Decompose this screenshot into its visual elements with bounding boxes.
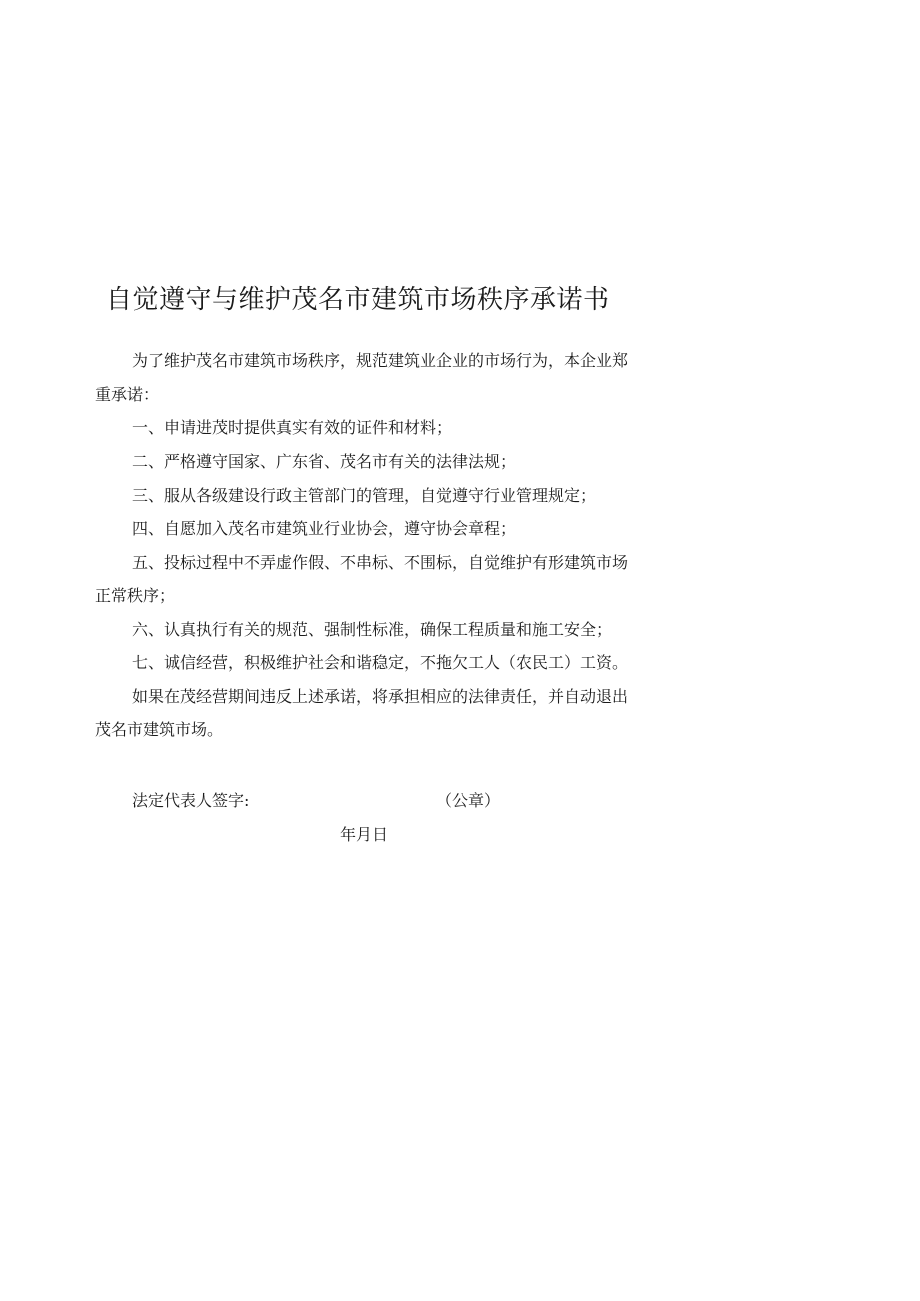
commitment-item-7: 七、诚信经营，积极维护社会和谐稳定，不拖欠工人（农民工）工资。 bbox=[132, 653, 629, 672]
intro-line-2: 重承诺： bbox=[95, 385, 160, 404]
commitment-item-3: 三、服从各级建设行政主管部门的管理，自觉遵守行业管理规定； bbox=[132, 486, 597, 505]
commitment-item-6: 六、认真执行有关的规范、强制性标准，确保工程质量和施工安全； bbox=[132, 620, 613, 639]
document-title: 自觉遵守与维护茂名市建筑市场秩序承诺书 bbox=[106, 285, 610, 315]
commitment-item-4: 四、自愿加入茂名市建筑业行业协会，遵守协会章程； bbox=[132, 519, 517, 538]
commitment-item-5-continued: 正常秩序； bbox=[95, 586, 176, 605]
closing-line-1: 如果在茂经营期间违反上述承诺，将承担相应的法律责任，并自动退出 bbox=[132, 687, 629, 706]
date-placeholder: 年月日 bbox=[340, 825, 389, 844]
commitment-item-5: 五、投标过程中不弄虚作假、不串标、不围标，自觉维护有形建筑市场 bbox=[132, 553, 629, 572]
commitment-item-2: 二、严格遵守国家、广东省、茂名市有关的法律法规； bbox=[132, 452, 517, 471]
seal-placeholder: （公章） bbox=[436, 791, 501, 810]
signature-label: 法定代表人签字: bbox=[132, 791, 250, 810]
commitment-item-1: 一、申请进茂时提供真实有效的证件和材料； bbox=[132, 418, 453, 437]
intro-line-1: 为了维护茂名市建筑市场秩序，规范建筑业企业的市场行为，本企业郑 bbox=[132, 351, 629, 370]
closing-line-2: 茂名市建筑市场。 bbox=[95, 720, 224, 739]
